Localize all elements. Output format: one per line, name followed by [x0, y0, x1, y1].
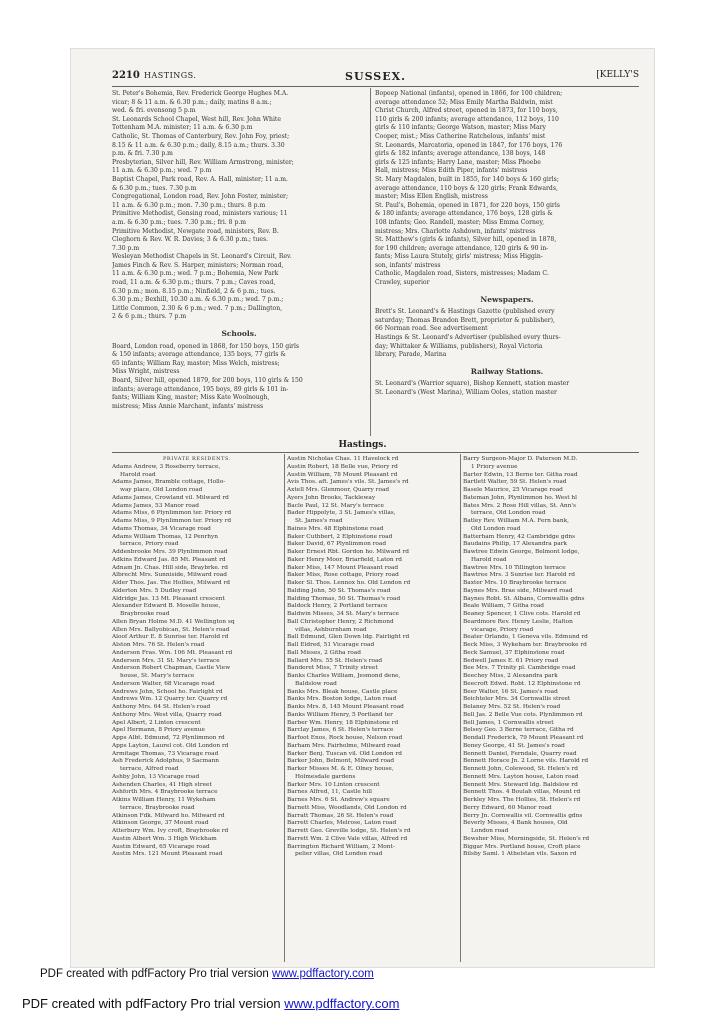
text-line: Cleghorn & Rev. W. R. Davies; 3 & 6.30 p.m.; tues. [112, 236, 269, 244]
text-line: for 190 children; average attendance, 120 girls & 90 in- [375, 244, 549, 252]
directory-entry: Barber Wm. Henry, 18 Elphinstone rd [287, 719, 399, 726]
directory-entry: Baudains Philip, 17 Alexandra park [463, 541, 567, 548]
directory-entry: Adams William Thomas, 12 Penrhyn [112, 533, 218, 540]
directory-entry: Bawtree Mrs. 3 Sunrise ter. Harold rd [463, 572, 575, 579]
text-line: St. Peter's Bohemia, Rev. Frederick George Hughes M.A. [112, 90, 289, 97]
directory-entry: Albrecht Mrs. Sunniside, Milward road [112, 572, 227, 579]
schools-column [375, 90, 639, 440]
residents-column-a [112, 456, 282, 964]
text-line: Miss Wright, mistress [112, 368, 180, 376]
directory-entry: Baker Miss, Rose cottage, Priory road [287, 572, 399, 579]
directory-entry: Barry Surgeon-Major D. Paterson M.D. [463, 456, 578, 462]
directory-entry: house, St. Mary's terrace [120, 673, 195, 679]
directory-entry: Bennett Thos. 4 Boulah villas, Mount rd [463, 789, 581, 796]
directory-entry: Barker Mrs. 10 Linton crescent [287, 781, 380, 788]
text-line: Cooper, mist.; Miss Catherine Ratchelous, infants' mist [375, 132, 546, 140]
text-line: day; Whittaker & Williams, publishers), Royal Victoria [375, 342, 543, 350]
churches-lines [112, 90, 366, 322]
directory-entry: Atkins William Henry, 11 Wykeham [112, 797, 216, 803]
directory-entry: Beale William, 7 Githa road [463, 603, 544, 610]
directory-entry: Bawtree Edwin George, Belmont lodge, [463, 549, 580, 555]
directory-entry: Barfoot Enos, Rock house, Nelson road [287, 735, 403, 741]
directory-entry: Bell James, 1 Cornwallis street [463, 719, 554, 726]
directory-entry: Barrett Charles, Melrose, Laton road [287, 820, 397, 827]
directory-entry: Adams Andrew, 3 Roseberry terrace, [112, 463, 221, 470]
directory-entry: Biggar Mrs. Portland house, Croft place [463, 843, 581, 850]
directory-entry: Beater Orlando, 1 Geneva vils. Edmund rd [463, 634, 588, 641]
text-line: Brett's St. Leonard's & Hastings Gazette (published every [375, 308, 555, 316]
directory-entry: terrace, Priory road [120, 541, 179, 548]
churches-column [112, 90, 366, 440]
text-line: Presbyterian, Silver hill, Rev. William Armstrong, minister; [112, 158, 294, 166]
directory-entry: Avis Thos. aft. James's vils. St. James's rd [287, 479, 409, 486]
text-line: Board, London road, opened in 1868, for 150 boys, 150 girls [112, 342, 300, 350]
directory-entry: Axtell Mrs. Glenmoor, Quarry road [287, 487, 390, 493]
directory-entry: Adams Miss, 9 Plynlimmon ter. Priory rd [112, 518, 232, 524]
directory-entry: Banks Mrs. Boston lodge, Laton road [287, 696, 397, 703]
column-divider [284, 454, 285, 962]
directory-entry: Atterbury Wm. Ivy croft, Braybrooke rd [112, 828, 229, 834]
directory-entry: Baker David, 67 Plynlimmon road [287, 541, 387, 548]
text-line: mistress; Mrs. Charlotte Ashdown, infants' mistress [375, 227, 536, 235]
directory-entry: Austin William, 78 Mount Pleasant rd [287, 471, 398, 478]
text-line: Baptist Chapel, Park road, Rev. A. Hall, minister; 11 a.m. [112, 175, 288, 183]
directory-entry: Bendall Frederick, 79 Mount Pleasant rd [463, 735, 584, 741]
text-line: & 6.30 p.m.; tues. 7.30 p.m [112, 184, 197, 192]
text-line: girls & 182 infants; average attendance, 138 boys, 148 [375, 150, 546, 158]
header-place: HASTINGS. [144, 71, 197, 80]
text-line: average attendance, 110 boys & 120 girls; Frank Edwards, [375, 184, 558, 192]
directory-entry: Anderson Mrs. 31 St. Mary's terrace [112, 657, 220, 664]
pdffactory-link[interactable]: www.pdffactory.com [284, 996, 400, 1011]
text-line: Crawley, superior [375, 279, 430, 287]
text-line: 11 a.m. & 6.30 p.m.; mon. 7.30 p.m.; thurs. 8 p.m [112, 201, 266, 209]
text-line: Tottenham M.A. minister; 11 a.m. & 6.30 p.m [112, 124, 253, 132]
directory-entry: Harold road [120, 471, 156, 478]
directory-entry: Austin Mrs. 121 Mount Pleasant road [112, 851, 223, 858]
directory-entry: Andrews John, School ho. Fairlight rd [112, 688, 223, 695]
directory-entry: Adams Miss, 6 Plynlimmon ter. Priory rd [112, 510, 232, 517]
directory-entry: Ball Misses, 2 Githa road [287, 649, 361, 656]
footer-text: PDF created with pdfFactory Pro trial version [22, 996, 281, 1011]
directory-entry: Bilsby Saml. 1 Athelstan vils. Saxon rd [463, 851, 577, 858]
text-line: 6.30 p.m.; Bexhill, 10.30 a.m. & 6.30 p.m.; wed. 7 p.m.; [112, 296, 284, 304]
directory-entry: Addenbrooke Mrs. 39 Plynlimmon road [112, 549, 228, 555]
directory-entry: Harold road [471, 556, 507, 563]
directory-entry: Bawtree Mrs. 10 Tillington terrace [463, 564, 566, 571]
text-line: St. Mary Magdalen, built in 1855, for 140 boys & 160 girls; [375, 175, 559, 183]
directory-entry: Baker Sl. Thos. Lennox ho. Old London rd [287, 580, 411, 586]
text-line: St. Paul's, Bohemia, opened in 1871, for 220 boys, 150 girls [375, 201, 560, 209]
directory-entry: Beverly Misses, 4 Bank houses, Old [463, 820, 568, 827]
text-line: girls & 125 infants; Harry Lane, master; Miss Phoebe [375, 158, 541, 166]
directory-entry: Baker Henry Moor, Briarfield, Laton rd [287, 556, 402, 563]
directory-entry: Belaney Mrs. 52 St. Helen's road [463, 704, 561, 710]
directory-entry: Ash Frederick Adolphus, 9 Sacmann [112, 758, 220, 765]
text-line: 66 Norman road. See advertisement [375, 325, 488, 333]
directory-entry: Beaney Spencer, 1 Clive cots. Harold rd [463, 611, 581, 617]
text-line: & 150 infants; average attendance, 135 boys, 77 girls & [112, 351, 286, 359]
text-line: master; Miss Ellen English, mistress [375, 193, 488, 201]
directory-entry: Barrett Wm. 2 Clive Vale villas, Alfred rd [287, 835, 408, 842]
directory-entry: Andrews Wm. 12 Quarry ter. Quarry rd [112, 696, 228, 703]
text-line: Catholic, St. Thomas of Canterbury, Rev. John Foy, priest; [112, 132, 290, 140]
directory-entry: Adams Thomas, 34 Vicarage road [112, 525, 211, 532]
directory-entry: Aloof Arthur E. 8 Sunrise ter. Harold rd [112, 634, 229, 641]
directory-entry: Ashby John, 13 Vicarage road [112, 773, 200, 780]
directory-entry: Adams James, 53 Manor road [112, 502, 199, 509]
directory-entry: Anderson Fras. Wm. 106 Mt. Pleasant rd [112, 649, 233, 656]
text-line: St. Leonard's (West Marina), William Ooles, station master [375, 389, 557, 396]
directory-entry: Beecroft Edwd. Robt. 12 Elphinstone rd [463, 680, 581, 687]
directory-entry: Berry Edward, 60 Manor road [463, 804, 552, 811]
text-line: Primitive Methodist, Newgate road, ministers, Rev. B. [112, 227, 279, 235]
text-line: St. Leonards School Chapel, West hill, Rev. John White [112, 115, 281, 123]
directory-entry: Beney George, 41 St. James's road [463, 742, 565, 749]
text-line: saturday; Thomas Brandon Brett, proprietor & publisher), [375, 316, 555, 324]
text-line: St. Matthew's (girls & infants), Silver hill, opened in 1878, [375, 236, 557, 244]
text-line: 11 a.m. & 6.30 p.m.; wed. 7 p.m.; Bohemia, New Park [112, 270, 279, 278]
pdffactory-link[interactable]: www.pdffactory.com [272, 968, 374, 980]
text-line: 108 infants; Geo. Randell, master; Miss Emma Corney, [375, 218, 545, 226]
directory-entry: Beck Miss, 3 Wykeham ter. Braybrooke rd [463, 642, 587, 648]
text-line: Catholic, Magdalen road, Sisters, mistresses; Madam C. [375, 270, 549, 278]
text-line: James Finch & Rev. S. Harper, ministers; Norman road, [112, 261, 284, 269]
directory-entry: Bates Mrs. 2 Rose Hill villas, St. Ann's [463, 502, 576, 509]
directory-entry: Barker Misses M. & E. Olney house, [287, 766, 394, 772]
directory-entry: villas, Ashburnham road [295, 626, 367, 633]
residents-column-b [287, 456, 457, 964]
directory-entry: Alder Thos. Jas. The Hollies, Milward rd [112, 580, 230, 586]
directory-entry: Old London road [471, 525, 521, 532]
directory-entry: Basele Maurice, 25 Vicarage road [463, 487, 563, 493]
text-line: p.m. & fri. 7.30 p.m [112, 150, 173, 158]
directory-entry: Austin Nicholas Chas. 11 Havelock rd [287, 456, 399, 462]
directory-entry: Apps Albt. Edmund, 72 Plynlimmon rd [112, 735, 225, 741]
directory-entry: Bateman John, Plynlimmon ho. West hl [463, 494, 577, 501]
text-line: mistress; Miss Annie Marchant, infants' mistress [112, 402, 264, 410]
text-line: a.m. & 6.30 p.m.; tues. 7.30 p.m.; fri. 8 p.m [112, 218, 247, 226]
scanned-page [70, 48, 655, 968]
directory-entry: Bader Hippolyte, 3 St. James's villas, [287, 510, 396, 517]
directory-entry: Ball Edmund, Glen Down ldg. Fairlight rd [287, 634, 410, 641]
directory-entry: Barnes Alfred, 11, Castle hill [287, 789, 372, 796]
directory-entry: Barker John, Belmont, Milward road [287, 758, 395, 765]
directory-entry: Ballard Mrs. 55 St. Helen's road [287, 657, 383, 664]
directory-entry: Atkinson George, 37 Mount road [112, 820, 209, 827]
text-line: infants; average attendance, 195 boys, 89 girls & 101 in- [112, 385, 289, 393]
newspapers-heading: Newspapers. [480, 295, 534, 304]
directory-entry: Atkinson Fdk. Milward ho. Milward rd [112, 812, 225, 819]
directory-entry: Anthony Mrs. 64 St. Helen's road [112, 704, 211, 710]
directory-entry: terrace, Old London road [471, 510, 546, 517]
directory-entry: Bennett Horace Jn. 2 Lorne vils. Harold rd [463, 758, 589, 765]
directory-entry: Baldwin Misses, 34 St. Mary's terrace [287, 611, 399, 617]
directory-entry: Apps Layton, Laurel cot. Old London rd [112, 742, 229, 749]
text-line: Hall, mistress; Miss Edith Piper, infants' mistress [375, 167, 528, 175]
newspaper-lines [375, 308, 639, 360]
text-line: 110 girls & 200 infants; average attendance, 112 boys, 110 [375, 115, 559, 123]
directory-entry: Adams James, Crowland vil. Milward rd [112, 494, 229, 501]
directory-entry: Barrett Geo. Greville lodge, St. Helen's rd [287, 828, 411, 834]
text-line: 2 & 6 p.m.; thurs. 7 p.m [112, 313, 187, 321]
directory-entry: Barnes Mrs. 6 St. Andrew's square [287, 797, 390, 803]
text-line: Board, Silver hill, opened 1879, for 200 boys, 110 girls & 150 [112, 377, 303, 384]
directory-entry: Balding John, 50 St. Thomas's road [287, 587, 391, 594]
directory-entry: Austin Edward, 65 Vicarage road [112, 843, 210, 850]
directory-entry: Baxter Mrs. 10 Braybrooke terrace [463, 580, 567, 586]
text-line: wed. & fri. evensong 5 p.m [112, 107, 196, 115]
text-line: road, 11 a.m. & 6.30 p.m.; thurs. 7 p.m.; Caves road, [112, 279, 276, 287]
directory-entry: Baynes Robt. St. Albans, Cornwallis gdns [463, 595, 585, 602]
directory-entry: Baldslow road [295, 680, 337, 687]
page-number: 2210 [112, 70, 140, 81]
directory-entry: terrace, Alfred road [120, 766, 179, 772]
directory-entry: Anthony Mrs. West villa, Quarry road [112, 711, 222, 718]
directory-entry: Apel Albert, 2 Linton crescent [112, 719, 201, 726]
header-county: SUSSEX. [345, 70, 406, 83]
directory-entry: Alston Mrs. 76 St. Helen's road [112, 642, 205, 648]
directory-entry: Barrington Richard William, 2 Mont- [287, 843, 395, 850]
directory-entry: way place, Old London road [120, 487, 203, 493]
text-line: St. Leonard's (Warrior square), Bishop Kennett, station master [375, 380, 570, 388]
header-publisher: [KELLY'S [596, 70, 639, 80]
text-line: vicar; 8 & 11 a.m. & 6.30 p.m.; daily, matins 8 a.m.; [112, 98, 272, 106]
directory-entry: Allen Bryan Holme M.D. 41 Wellington sq [112, 618, 235, 625]
directory-entry: Barter Edwin, 13 Berne ter. Githa road [463, 471, 578, 478]
directory-entry: Alderton Mrs. 5 Dudley road [112, 587, 197, 594]
text-line: Hastings & St. Leonard's Advertiser (published every thurs- [375, 334, 561, 342]
pdf-footer-line-2 [22, 996, 399, 1011]
schools-lines [112, 343, 366, 412]
directory-entry: Allen Mrs. Ballyobican, St. Helen's road [112, 626, 230, 633]
directory-entry: Bell Jas. 2 Belle Vue cots. Plynlimmon rd [463, 711, 583, 718]
directory-entry: Braybrooke road [120, 611, 170, 617]
directory-entry: Barham Mrs. Fairholme, Milward road [287, 742, 401, 749]
residents-column-c [463, 456, 639, 964]
directory-entry: Armitage Thomas, 73 Vicarage road [112, 750, 219, 757]
directory-entry: Balding Thomas, 50 St. Thomas's road [287, 595, 401, 602]
directory-entry: Bennett Mrs. Steward ldg. Baldslow rd [463, 781, 578, 788]
directory-entry: Bee Mrs. 7 Trinity pl. Cambridge road [463, 665, 576, 672]
directory-entry: Bedwell James E. 61 Priory road [463, 657, 559, 664]
directory-entry: Austin Albert Wm. 3 High Wickham [112, 835, 217, 842]
directory-entry: Banks William Henry, 5 Portland ter [287, 711, 393, 718]
running-header [112, 70, 639, 84]
directory-entry: 1 Priory avenue [471, 463, 518, 470]
text-line: son, infants' mistress [375, 261, 441, 269]
text-line: girls & 110 infants; George Watson, master; Miss Mary [375, 124, 546, 132]
directory-entry: Ashforth Mrs. 4 Braybrooke terrace [112, 789, 218, 796]
directory-entry: Baynes Mrs. Brae side, Milward road [463, 587, 573, 594]
directory-entry: Ayers John Brooks, Tackleway [287, 494, 376, 501]
directory-entry: Batley Rev. William M.A. Fern bank, [463, 518, 569, 524]
directory-entry: Bennett Daniel, Ferndale, Quarry road [463, 750, 577, 757]
directory-entry: St. James's road [295, 518, 343, 524]
text-line: fants; Miss Laura Stutely, girls' mistress; Miss Higgin- [375, 253, 543, 261]
directory-entry: Bartlett Walter, 59 St. Helen's road [463, 479, 567, 486]
directory-entry: Bennett Mrs. Layton house, Laton road [463, 773, 579, 780]
text-line: 65 infants; William Ray, master; Miss Welch, mistress; [112, 359, 280, 367]
schools-heading: Schools. [221, 330, 257, 339]
directory-entry: Austin Robert, 18 Belle vue, Priory rd [287, 463, 398, 470]
text-line: 8.15 & 11 a.m. & 6.30 p.m.; daily, 8.15 a.m.; thurs. 3.30 [112, 141, 285, 149]
directory-entry: Banderet Miss, 7 Trinity street [287, 665, 378, 672]
directory-entry: Banks Mrs. Bleak house, Castle place [287, 688, 398, 695]
text-line: Congregational, London road, Rev. John Foster, minister; [112, 193, 289, 201]
text-line: Little Common, 2.30 & 6 p.m.; wed. 7 p.m.; Dallington, [112, 304, 283, 312]
directory-entry: Baines Mrs. 48 Elphinstone road [287, 525, 384, 532]
text-line: & 180 infants; average attendance, 176 boys, 128 girls & [375, 210, 553, 218]
directory-entry: vicarage, Priory road [471, 626, 534, 633]
directory-entry: Barclay James, 6 St. Helen's terrace [287, 727, 394, 734]
directory-entry: Berry Jn. Cornwallis vil. Cornwallis gdns [463, 812, 583, 819]
text-line: 11 a.m. & 6.30 p.m.; wed. 7 p.m [112, 167, 212, 175]
directory-entry: Adams James, Bramble cottage, Hollo- [112, 479, 226, 486]
text-line: fants; William King, master; Miss Kate Woolnough, [112, 394, 270, 402]
private-residents-heading: PRIVATE RESIDENTS. [162, 456, 232, 462]
hastings-heading: Hastings. [338, 440, 387, 450]
section-rule [112, 452, 639, 453]
directory-entry: Beck Samuel, 37 Elphinstone road [463, 649, 565, 656]
directory-entry: Baker Miss, 147 Mount Pleasant road [287, 564, 399, 571]
footer-text: PDF created with pdfFactory Pro trial version [40, 968, 269, 980]
directory-entry: Batterham Henry, 42 Cambridge gdns [463, 533, 576, 540]
directory-entry: London road [471, 828, 509, 834]
directory-entry: Aldridge Jas. 13 Mt. Pleasant crescent [112, 595, 225, 602]
directory-entry: Baldock Henry, 2 Portland terrace [287, 603, 388, 610]
directory-entry: Beer Walter, 16 St. James's road [463, 688, 558, 695]
directory-entry: Barker Benj. Tuscan vil. Old London rd [287, 750, 402, 757]
railway-lines [375, 380, 639, 397]
directory-entry: Holmesdale gardens [295, 773, 356, 780]
directory-entry: Barratt Thomas, 26 St. Helen's road [287, 812, 394, 819]
directory-entry: Ball Christopher Henry, 2 Richmond [287, 618, 394, 625]
text-line: St. Leonards, Marcatoria, opened in 1847, for 176 boys, 176 [375, 141, 563, 149]
directory-entry: Baker Cuthbert, 2 Elphinstone road [287, 533, 393, 540]
header-rule [112, 86, 639, 87]
directory-entry: Banks Charles William, Jesmond dene, [287, 673, 401, 679]
directory-entry: Beechey Miss, 2 Alexandra park [463, 673, 558, 679]
directory-entry: Banks Mrs. 8, 145 Mount Pleasant road [287, 704, 404, 710]
directory-entry: Baker Ernest Rbt. Gordon ho. Milward rd [287, 549, 410, 555]
directory-entry: Adkins Edward Jas. 85 Mt. Pleasant rd [112, 556, 226, 563]
directory-entry: Barnett Miss, Woodlands, Old London rd [287, 804, 407, 811]
directory-entry: Apel Hermann, 8 Priory avenue [112, 727, 205, 734]
directory-entry: Berkley Mrs. The Hollies, St. Helen's rd [463, 797, 581, 803]
text-line: Christ Church, Alfred street, opened in 1873, for 110 boys, [375, 107, 558, 115]
text-line: Wesleyan Methodist Chapels in St. Leonard's Circuit, Rev. [112, 253, 292, 261]
directory-entry: Adnam Jn. Chas. Hill side, Braybrke. rd [112, 564, 228, 571]
directory-entry: Ball Eldred, 51 Vicarage road [287, 642, 375, 648]
pdf-footer-line-1 [40, 968, 374, 980]
directory-entry: Bacle Paul, 12 St. Mary's terrace [287, 502, 384, 509]
text-line: 6.30 p.m.; mon. 8.15 p.m.; Ninfield, 2 & 6 p.m.; tues. [112, 287, 276, 295]
school-lines-right [375, 90, 639, 288]
column-divider [370, 88, 371, 436]
directory-entry: Bewsher Miss, Morningside, St. Helen's rd [463, 835, 590, 842]
directory-entry: Alexander Edward B. Moselle house, [112, 603, 221, 610]
directory-entry: Beichteler Mrs. 34 Cornwallis street [463, 696, 571, 703]
text-line: Bopeep National (infants), opened in 1866, for 100 children; [375, 90, 563, 97]
text-line: average attendance 52; Miss Emily Martha Baldwin, mist [375, 98, 553, 106]
directory-entry: Beardmore Rev. Henry Leslie, Halton [463, 618, 573, 625]
text-line: library, Parade, Marina [375, 351, 447, 359]
directory-entry: terrace, Braybrooke road [120, 804, 195, 811]
directory-entry: Ashenden Charles, 41 High street [112, 781, 212, 788]
directory-entry: Anderson Walter, 68 Vicarage road [112, 680, 215, 687]
text-line: Primitive Methodist, Gensing road, ministers various; 11 [112, 210, 288, 218]
directory-entry: Anderson Robert Chapman, Castle View [112, 665, 231, 672]
text-line: 7.30 p.m [112, 244, 140, 252]
directory-entry: Bennett John, Colewood, St. Helen's rd [463, 766, 578, 772]
directory-entry: pelier villas, Old London road [295, 851, 383, 858]
column-divider [460, 454, 461, 962]
railway-heading: Railway Stations. [470, 367, 544, 376]
directory-entry: Belsey Geo. 3 Berne terrace, Githa rd [463, 727, 574, 734]
